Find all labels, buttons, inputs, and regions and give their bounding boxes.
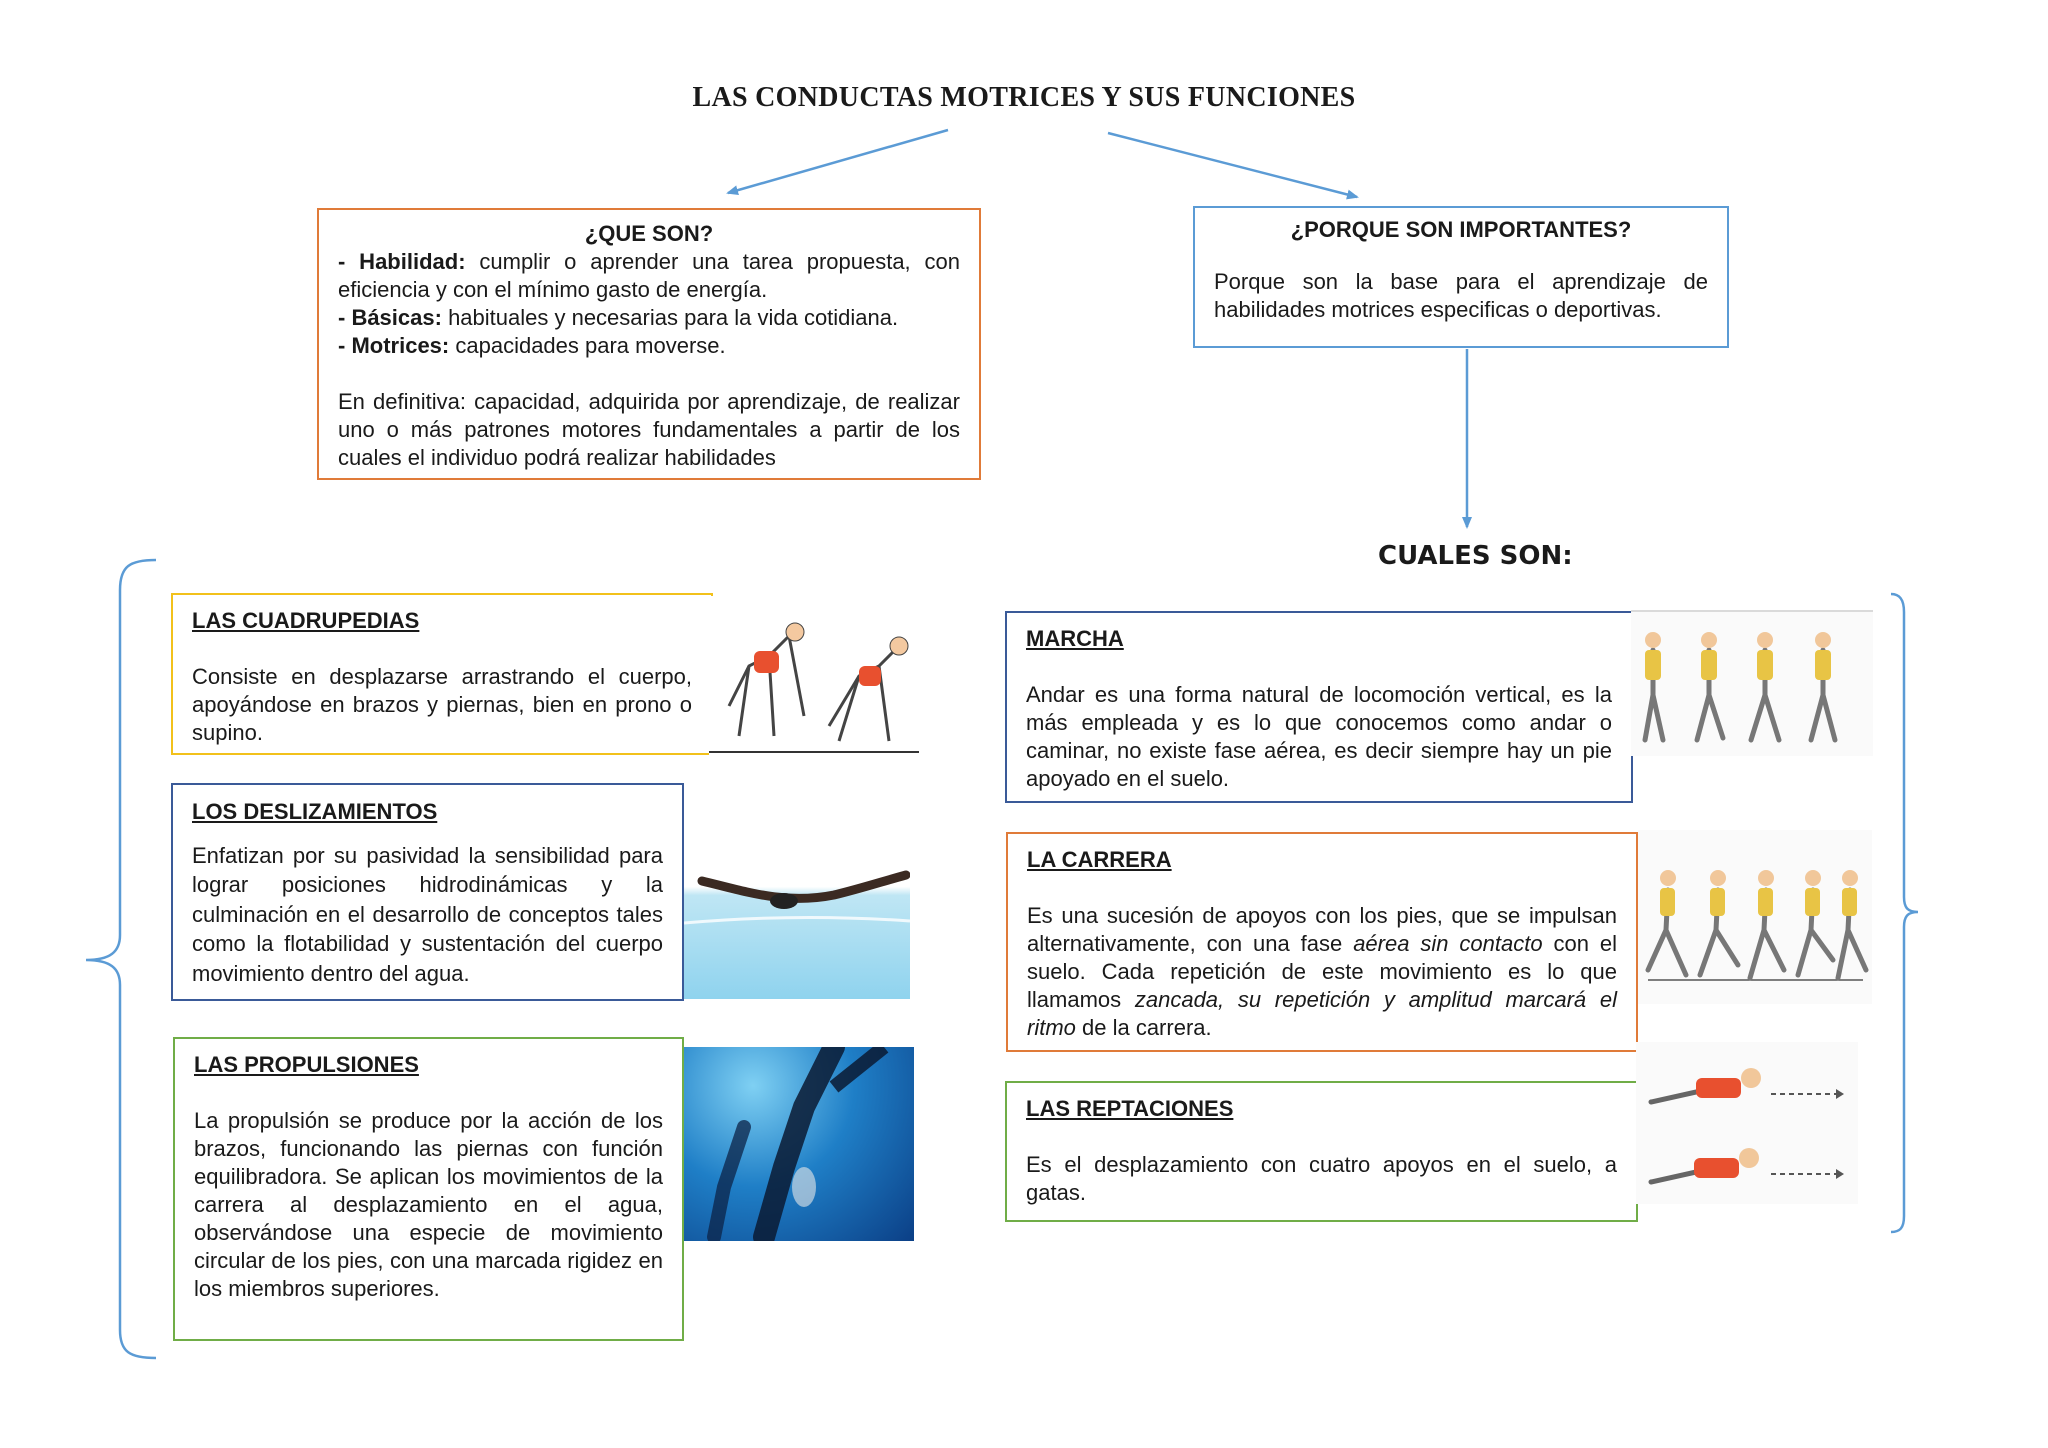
arrow-to-porque — [1108, 133, 1357, 197]
card-deslizamientos-title: LOS DESLIZAMIENTOS — [192, 799, 438, 824]
card-carrera-title: LA CARRERA — [1027, 847, 1172, 872]
card-reptaciones-text: Es el desplazamiento con cuatro apoyos en el suelo, a gatas. — [1026, 1152, 1617, 1205]
card-reptaciones — [1005, 1081, 1638, 1222]
right-brace — [1891, 594, 1918, 1232]
definition-conclusion: En definitiva: capacidad, adquirida por aprendizaje, de realizar uno o más patrones motores fundamentales a partir de los cuales el individuo podrá realizar habilidades — [338, 389, 960, 470]
arrow-to-que-son — [728, 130, 948, 193]
porque-text: Porque son la base para el aprendizaje de habilidades motrices especificas o deportivas. — [1214, 269, 1708, 322]
walking-sequence-illustration — [1631, 610, 1873, 756]
definition-habilidad: - Habilidad: cumplir o aprender una tarea propuesta, con eficiencia y con el mínimo gasto de energía. — [338, 249, 960, 302]
left-brace — [86, 560, 156, 1358]
definition-basicas: - Básicas: habituales y necesarias para la vida cotidiana. — [338, 305, 899, 330]
cuales-son-heading: CUALES SON: — [1378, 541, 1573, 571]
card-propulsiones-title: LAS PROPULSIONES — [194, 1052, 419, 1077]
card-carrera-text: Es una sucesión de apoyos con los pies, que se impulsan alternativamente, con una fase aérea sin contacto con el suelo. Cada repetición de este movimiento es lo que llamamos zancada, su repetición y amplitud marcará el ritmo de la carrera. — [1027, 903, 1618, 1040]
card-propulsiones-text: La propulsión se produce por la acción de los brazos, funcionando las piernas con función equilibradora. Se aplican los movimientos de la carrera al desplazamiento en el agua, observándose una especie de movimiento circular de los pies, con una marcada rigidez en los miembros superiores. — [194, 1108, 663, 1301]
card-deslizamientos-text: Enfatizan por su pasividad la sensibilidad para lograr posiciones hidrodinámicas y la culminación en el desarrollo de conceptos tales como la flotabilidad y sustentación del cuerpo movimiento dentro del agua. — [192, 842, 663, 986]
definition-motrices: - Motrices: capacidades para moverse. — [338, 333, 726, 358]
card-propulsiones — [173, 1037, 684, 1341]
cuadrupedias-illustration — [709, 596, 919, 756]
card-cuadrupedias-title: LAS CUADRUPEDIAS — [192, 608, 420, 633]
card-reptaciones-title: LAS REPTACIONES — [1026, 1096, 1234, 1121]
crawling-illustration — [1636, 1042, 1858, 1204]
card-cuadrupedias — [171, 593, 713, 755]
card-carrera — [1006, 832, 1638, 1052]
card-marcha-text: Andar es una forma natural de locomoción vertical, es la más empleada y es lo que conocemos como andar o caminar, no existe fase aérea, es decir siempre hay un pie apoyado en el suelo. — [1026, 682, 1612, 791]
card-marcha-title: MARCHA — [1026, 626, 1124, 651]
porque-box — [1193, 206, 1729, 348]
page-title: LAS CONDUCTAS MOTRICES Y SUS FUNCIONES — [692, 82, 1356, 113]
card-marcha — [1005, 611, 1633, 803]
card-deslizamientos — [171, 783, 684, 1001]
running-sequence-illustration — [1638, 830, 1872, 1004]
swimmer-glide-photo — [684, 783, 910, 999]
que-son-box — [317, 208, 981, 480]
card-cuadrupedias-text: Consiste en desplazarse arrastrando el cuerpo, apoyándose en brazos y piernas, bien en prono o supino. — [192, 664, 692, 745]
porque-heading: ¿PORQUE SON IMPORTANTES? — [1290, 217, 1632, 242]
que-son-heading: ¿QUE SON? — [584, 221, 714, 246]
underwater-swimmers-photo — [684, 1047, 914, 1241]
